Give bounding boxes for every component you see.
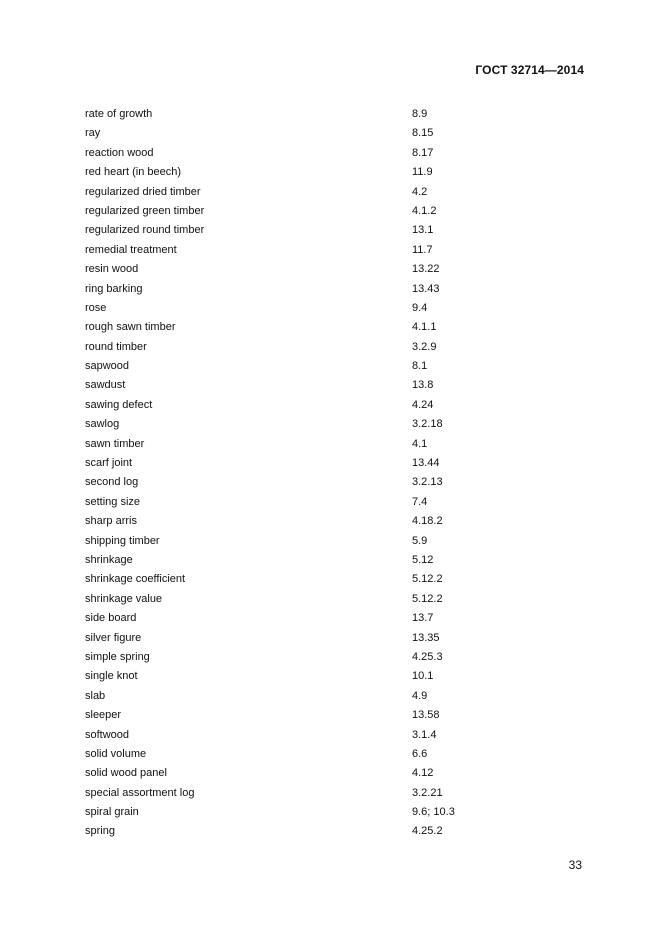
index-term: sawn timber [85,437,145,450]
index-reference: 13.22 [412,263,440,276]
index-term: ring barking [85,282,143,295]
index-term: reaction wood [85,146,154,159]
index-entry [85,202,485,221]
index-reference: 8.9 [412,108,428,120]
index-reference: 3.2.9 [412,340,437,353]
index-term: sapwood [85,360,130,373]
index-reference: 10.1 [412,670,434,683]
index-entry [85,784,485,803]
index-entry [85,280,485,299]
index-term: slab [85,689,106,702]
index-term: regularized round timber [85,224,205,237]
index-term: spiral grain [85,806,139,819]
index-entry [85,687,485,706]
index-term: silver figure [85,631,142,644]
index-reference: 13.43 [412,282,440,295]
index-reference: 5.12.2 [412,573,443,586]
index-reference: 13.1 [412,224,434,237]
index-entry [85,764,485,783]
index-term: special assortment log [85,786,195,799]
index-reference: 13.58 [412,709,440,722]
index-reference: 5.9 [412,534,428,547]
index-term: resin wood [85,263,139,276]
index-reference: 8.15 [412,127,434,140]
term-index-list [85,105,485,842]
index-entry [85,396,485,415]
index-reference: 11.9 [412,166,433,179]
index-entry [85,105,485,124]
page-number: 33 [568,858,582,872]
index-reference: 4.18.2 [412,515,443,528]
index-reference: 4.12 [412,767,434,780]
index-term: sawlog [85,418,120,431]
index-reference: 13.44 [412,457,440,470]
index-reference: 8.17 [412,146,434,159]
index-entry [85,726,485,745]
index-entry [85,590,485,609]
index-term: shrinkage [85,553,133,566]
index-term: softwood [85,728,130,741]
index-term: solid wood panel [85,767,167,780]
index-entry [85,570,485,589]
index-term: regularized dried timber [85,185,201,198]
index-entry [85,609,485,628]
index-term: shipping timber [85,534,160,547]
index-reference: 4.1.1 [412,321,437,334]
index-reference: 13.8 [412,379,434,392]
index-reference: 7.4 [412,495,428,508]
index-term: shrinkage coefficient [85,573,186,586]
index-reference: 3.2.18 [412,418,443,431]
index-entry [85,745,485,764]
index-term: sleeper [85,709,122,722]
index-entry [85,648,485,667]
index-term: ray [85,127,101,140]
index-term: rate of growth [85,108,153,120]
index-term: setting size [85,495,141,508]
index-entry [85,260,485,279]
index-reference: 9.6; 10.3 [412,806,455,819]
index-term: scarf joint [85,457,133,470]
index-reference: 6.6 [412,747,428,760]
index-term: shrinkage value [85,592,163,605]
index-reference: 4.1.2 [412,204,437,217]
index-entry [85,241,485,260]
index-entry [85,299,485,318]
index-term: sawdust [85,379,126,392]
index-reference: 4.25.2 [412,825,443,838]
index-term: red heart (in beech) [85,166,181,179]
index-reference: 5.12 [412,553,434,566]
index-entry [85,376,485,395]
index-term: remedial treatment [85,243,177,256]
index-reference: 3.1.4 [412,728,437,741]
index-reference: 9.4 [412,301,428,314]
index-term: second log [85,476,139,489]
index-term: simple spring [85,650,150,663]
index-entry [85,338,485,357]
index-term: solid volume [85,747,147,760]
index-entry [85,318,485,337]
index-term: sawing defect [85,398,153,411]
index-entry [85,706,485,725]
index-term: rose [85,301,107,314]
index-entry [85,532,485,551]
index-entry [85,163,485,182]
index-entry [85,822,485,841]
standard-header: ГОСТ 32714—2014 [475,63,584,77]
index-reference: 4.9 [412,689,428,702]
index-reference: 4.2 [412,185,428,198]
index-entry [85,667,485,686]
index-reference: 4.24 [412,398,434,411]
index-reference: 13.35 [412,631,440,644]
index-entry [85,473,485,492]
index-term: spring [85,825,115,838]
index-term: regularized green timber [85,204,205,217]
index-reference: 3.2.21 [412,786,443,799]
index-term: single knot [85,670,138,683]
index-entry [85,551,485,570]
index-entry [85,221,485,240]
index-entry [85,512,485,531]
index-entry [85,183,485,202]
index-term: round timber [85,340,147,353]
index-entry [85,629,485,648]
index-entry [85,454,485,473]
index-entry [85,124,485,143]
index-term: rough sawn timber [85,321,176,334]
index-reference: 13.7 [412,612,434,625]
index-term: side board [85,612,137,625]
index-entry [85,435,485,454]
index-reference: 8.1 [412,360,428,373]
index-reference: 4.1 [412,437,428,450]
index-reference: 3.2.13 [412,476,443,489]
index-term: sharp arris [85,515,137,528]
index-entry [85,493,485,512]
index-entry [85,357,485,376]
index-reference: 5.12.2 [412,592,443,605]
index-entry [85,803,485,822]
index-reference: 11.7 [412,243,433,256]
index-entry [85,415,485,434]
index-reference: 4.25.3 [412,650,443,663]
index-entry [85,144,485,163]
